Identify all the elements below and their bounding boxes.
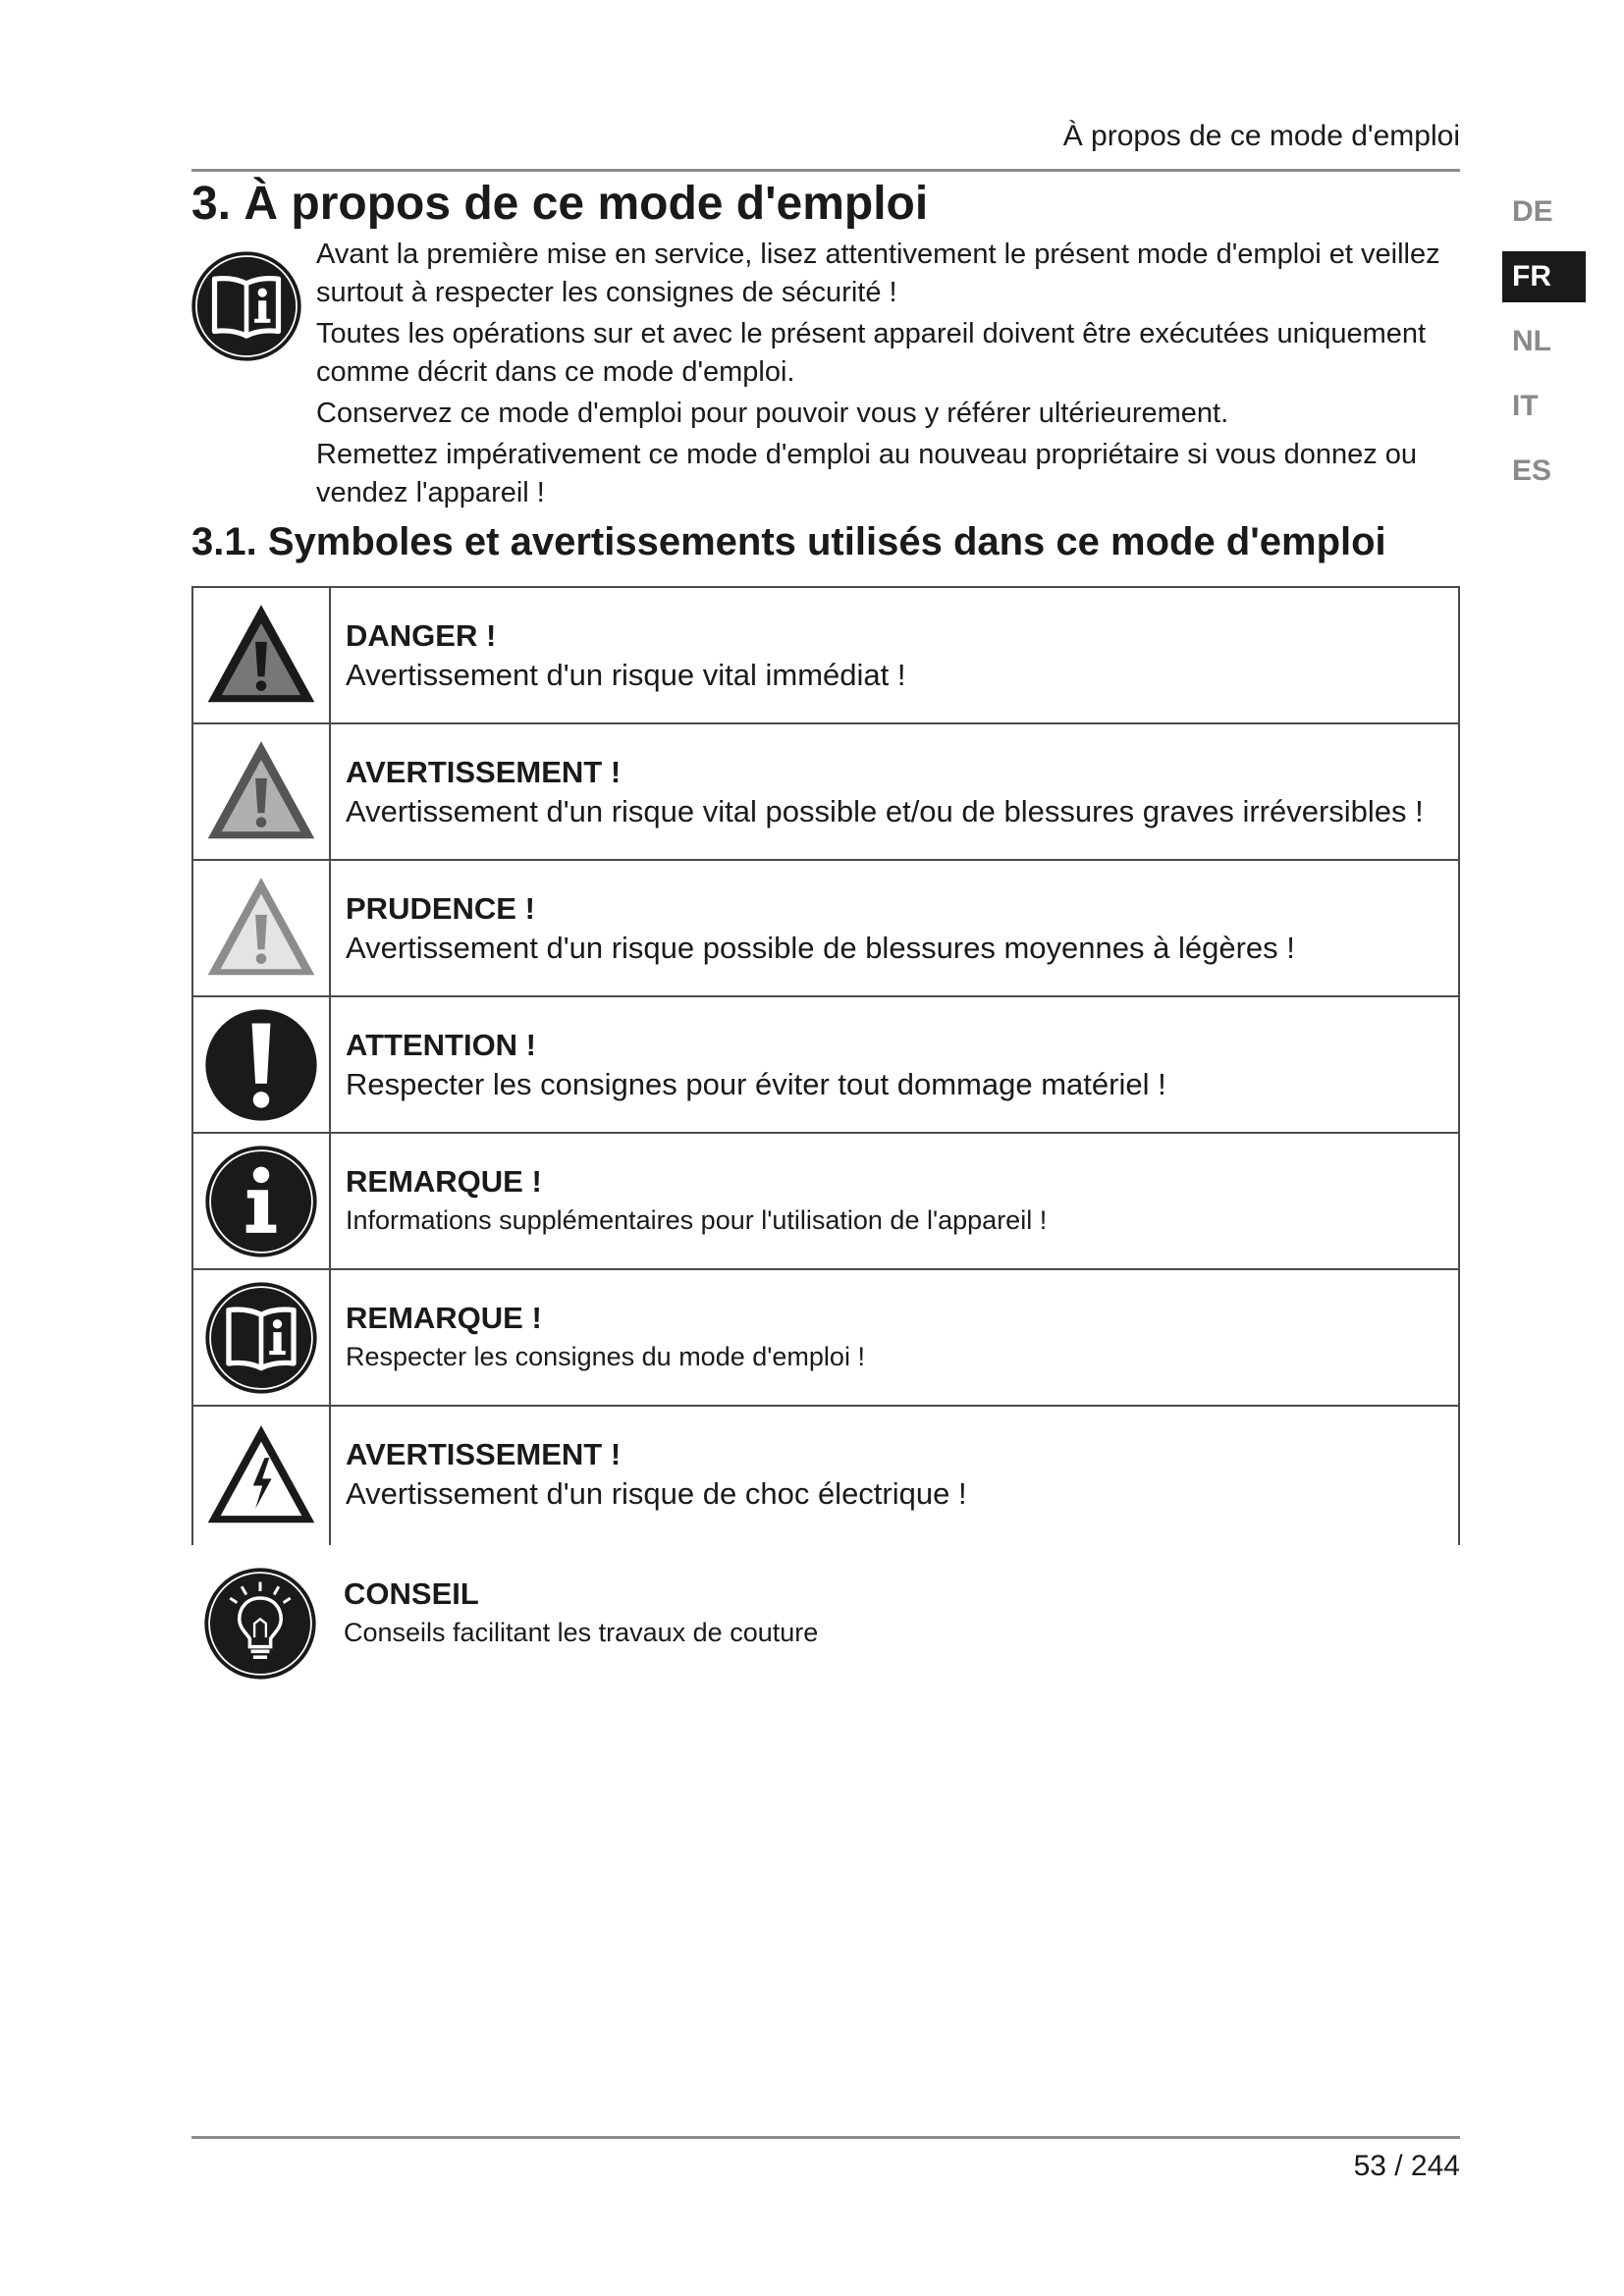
table-row — [191, 1134, 1460, 1270]
manual-info-icon — [203, 1280, 319, 1396]
lang-tab-de[interactable]: DE — [1512, 195, 1553, 228]
symbols-table — [191, 586, 1460, 1545]
exclamation-circle-icon — [203, 1007, 319, 1123]
symbol-description: Avertissement d'un risque possible de blessures moyennes à légères ! — [346, 931, 1295, 965]
lang-tab-es[interactable]: ES — [1512, 454, 1552, 487]
intro-text — [316, 236, 1463, 515]
symbol-title: REMARQUE ! — [346, 1164, 542, 1199]
info-circle-icon — [203, 1144, 319, 1259]
subsection-title: 3.1. Symboles et avertissements utilisés dans ce mode d'emploi — [191, 520, 1386, 563]
page-number: 53 / 244 — [1353, 2150, 1460, 2182]
symbol-description: Respecter les consignes pour éviter tout dommage matériel ! — [346, 1067, 1166, 1101]
table-row — [191, 997, 1460, 1134]
intro-paragraph: Toutes les opérations sur et avec le présent appareil doivent être exécutées uniquement comme décrit dans ce mode d'emploi. — [316, 318, 1427, 388]
running-header: À propos de ce mode d'emploi — [1062, 120, 1460, 152]
footer-rule — [191, 2136, 1460, 2139]
header-rule — [191, 169, 1460, 172]
symbol-description: Avertissement d'un risque vital possible et/ou de blessures graves irréversibles ! — [346, 794, 1424, 828]
warning-triangle-icon — [203, 734, 319, 850]
table-row — [191, 724, 1460, 861]
manual-info-icon — [189, 249, 303, 363]
symbol-description: Avertissement d'un risque vital immédiat ! — [346, 658, 906, 692]
intro-paragraph: Avant la première mise en service, lisez attentivement le présent mode d'emploi et veillez surtout à respecter les consignes de sécurité ! — [316, 239, 1440, 308]
lang-tab-nl[interactable]: NL — [1512, 325, 1551, 357]
tip-title: CONSEIL — [344, 1576, 479, 1611]
danger-triangle-icon — [203, 598, 319, 714]
table-row — [191, 861, 1460, 997]
table-row — [191, 588, 1460, 724]
symbol-title: PRUDENCE ! — [346, 891, 535, 926]
symbol-description: Avertissement d'un risque de choc électrique ! — [346, 1476, 967, 1511]
tip-row — [191, 1568, 818, 1679]
symbol-title: REMARQUE ! — [346, 1301, 542, 1335]
table-row — [191, 1270, 1460, 1407]
symbol-title: DANGER ! — [346, 618, 497, 653]
section-title: 3. À propos de ce mode d'emploi — [191, 178, 929, 230]
electric-shock-icon — [203, 1418, 319, 1534]
tip-description: Conseils facilitant les travaux de couture — [344, 1618, 819, 1647]
lang-tab-it[interactable]: IT — [1512, 390, 1539, 422]
caution-triangle-icon — [203, 871, 319, 987]
intro-paragraph: Remettez impérativement ce mode d'emploi au nouveau propriétaire si vous donnez ou vendez l'appareil ! — [316, 439, 1418, 508]
symbol-title: ATTENTION ! — [346, 1028, 537, 1062]
symbol-title: AVERTISSEMENT ! — [346, 755, 622, 789]
symbol-description: Respecter les consignes du mode d'emploi ! — [346, 1342, 865, 1371]
lightbulb-icon — [202, 1566, 318, 1682]
intro-paragraph: Conservez ce mode d'emploi pour pouvoir vous y référer ultérieurement. — [316, 398, 1229, 429]
lang-tab-fr[interactable]: FR — [1502, 251, 1586, 302]
symbol-title: AVERTISSEMENT ! — [346, 1437, 622, 1471]
table-row — [191, 1407, 1460, 1545]
symbol-description: Informations supplémentaires pour l'utilisation de l'appareil ! — [346, 1205, 1048, 1235]
